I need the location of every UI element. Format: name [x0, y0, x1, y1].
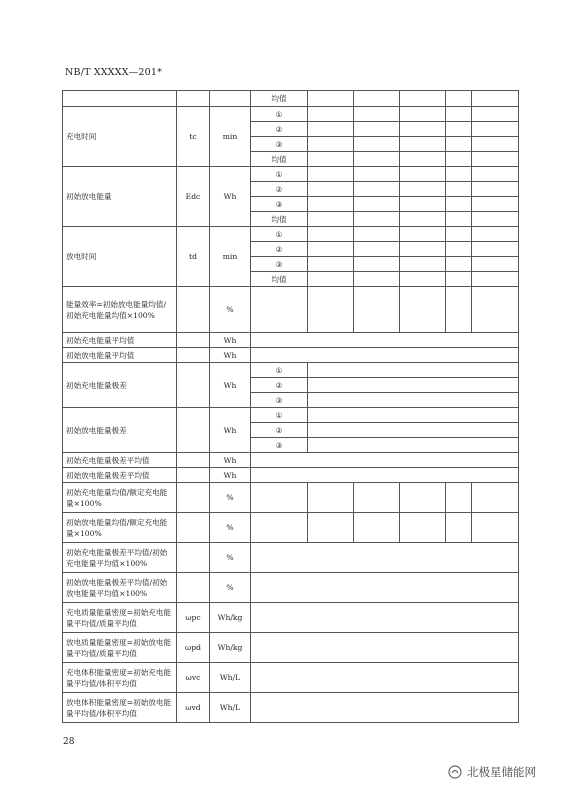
row-unit: % [210, 513, 251, 543]
sample-3: ③ [251, 257, 308, 272]
row-name: 充电质量能量密度=初始充电能量平均值/质量平均值 [63, 603, 177, 633]
row-name: 初始充电能量极差 [63, 363, 177, 408]
table-row [63, 633, 519, 663]
table-cell [308, 91, 354, 107]
table-cell [446, 107, 472, 122]
row-name: 初始放电能量均值/额定充电能量×100% [63, 513, 177, 543]
table-cell [251, 633, 519, 663]
table-cell [177, 91, 210, 107]
table-cell [446, 212, 472, 227]
table-cell [446, 197, 472, 212]
table-cell [400, 182, 446, 197]
table-row [63, 573, 519, 603]
sample-2: ② [251, 122, 308, 137]
table-cell [308, 378, 519, 393]
table-cell [446, 227, 472, 242]
table-row [63, 333, 519, 348]
table-cell [472, 287, 519, 333]
sample-2: ② [251, 423, 308, 438]
table-row [63, 91, 519, 107]
row-unit: Wh/kg [210, 603, 251, 633]
table-cell [400, 167, 446, 182]
table-cell [251, 603, 519, 633]
row-name: 放电时间 [63, 227, 177, 287]
row-unit: Wh [210, 468, 251, 483]
sample-3: ③ [251, 197, 308, 212]
table-cell [354, 152, 400, 167]
table-cell [446, 122, 472, 137]
row-name: 初始充电能量均值/额定充电能量×100% [63, 483, 177, 513]
sample-3: ③ [251, 438, 308, 453]
table-row [63, 513, 519, 543]
row-name: 能量效率=初始放电能量均值/初始充电能量均值×100% [63, 287, 177, 333]
table-cell [308, 182, 354, 197]
row-symbol: td [177, 227, 210, 287]
table-cell [472, 212, 519, 227]
table-row [63, 363, 519, 378]
table-row [63, 483, 519, 513]
table-cell [354, 212, 400, 227]
table-cell [177, 468, 210, 483]
table-cell [251, 693, 519, 723]
table-cell [400, 122, 446, 137]
table-cell [177, 333, 210, 348]
table-cell [472, 197, 519, 212]
row-unit: % [210, 287, 251, 333]
table-cell [472, 242, 519, 257]
row-symbol: ωvc [177, 663, 210, 693]
table-cell [251, 543, 519, 573]
row-unit: Wh/L [210, 693, 251, 723]
table-cell [354, 182, 400, 197]
table-cell [446, 152, 472, 167]
sample-2: ② [251, 378, 308, 393]
table-cell [354, 91, 400, 107]
row-name: 充电时间 [63, 107, 177, 167]
table-cell [177, 453, 210, 468]
table-cell [308, 272, 354, 287]
table-cell [308, 483, 354, 513]
row-unit: % [210, 483, 251, 513]
table-cell [472, 513, 519, 543]
table-row [63, 408, 519, 423]
table-cell [251, 663, 519, 693]
table-cell [308, 197, 354, 212]
row-unit: min [210, 107, 251, 167]
table-cell [472, 483, 519, 513]
sample-2: ② [251, 182, 308, 197]
row-symbol: ωvd [177, 693, 210, 723]
table-cell [251, 573, 519, 603]
table-cell [472, 182, 519, 197]
table-cell [308, 408, 519, 423]
table-cell [177, 483, 210, 513]
table-cell [472, 257, 519, 272]
table-cell [472, 272, 519, 287]
table-cell [177, 408, 210, 453]
row-symbol: ωpc [177, 603, 210, 633]
table-cell [446, 91, 472, 107]
table-row [63, 287, 519, 333]
table-cell [177, 348, 210, 363]
table-cell [354, 137, 400, 152]
table-cell [251, 513, 308, 543]
sample-3: ③ [251, 137, 308, 152]
table-cell [308, 227, 354, 242]
table-cell [446, 513, 472, 543]
table-cell [400, 272, 446, 287]
row-name: 初始充电能量极差平均值/初始充电能量平均值×100% [63, 543, 177, 573]
table-cell [354, 242, 400, 257]
wechat-logo-icon [448, 765, 462, 779]
table-cell [400, 257, 446, 272]
watermark-text: 北极星储能网 [467, 765, 536, 779]
row-name: 初始放电能量 [63, 167, 177, 227]
sample-1: ① [251, 227, 308, 242]
row-name: 放电体积能量密度=初始放电能量平均值/体积平均值 [63, 693, 177, 723]
row-unit: Wh/L [210, 663, 251, 693]
table-row [63, 227, 519, 242]
sample-1: ① [251, 107, 308, 122]
table-cell [308, 287, 354, 333]
table-row [63, 693, 519, 723]
table-cell [446, 167, 472, 182]
table-cell [177, 513, 210, 543]
table-cell [354, 272, 400, 287]
table-cell [472, 91, 519, 107]
table-row [63, 543, 519, 573]
table-cell [354, 287, 400, 333]
table-cell [63, 91, 177, 107]
row-name: 初始放电能量极差平均值 [63, 468, 177, 483]
table-row [63, 663, 519, 693]
row-symbol: ωpd [177, 633, 210, 663]
sample-3: ③ [251, 393, 308, 408]
table-cell [446, 137, 472, 152]
table-cell [308, 363, 519, 378]
page-header: NB/T XXXXX—201* [65, 67, 163, 78]
table-cell [354, 167, 400, 182]
table-cell [354, 227, 400, 242]
row-unit: Wh/kg [210, 633, 251, 663]
table-cell [308, 107, 354, 122]
row-unit: Wh [210, 348, 251, 363]
avg-label: 均值 [251, 91, 308, 107]
row-name: 初始充电能量平均值 [63, 333, 177, 348]
table-cell [400, 483, 446, 513]
table-cell [446, 483, 472, 513]
table-cell [400, 107, 446, 122]
table-cell [446, 287, 472, 333]
table-cell [251, 483, 308, 513]
row-symbol: Edc [177, 167, 210, 227]
table-row [63, 468, 519, 483]
table-cell [308, 423, 519, 438]
table-cell [400, 197, 446, 212]
table-cell [472, 137, 519, 152]
table-cell [251, 468, 519, 483]
table-row [63, 167, 519, 182]
table-cell [308, 122, 354, 137]
table-cell [308, 137, 354, 152]
table-cell [472, 152, 519, 167]
table-row [63, 603, 519, 633]
row-name: 初始放电能量平均值 [63, 348, 177, 363]
row-unit: Wh [210, 453, 251, 468]
table-cell [308, 212, 354, 227]
table-cell [354, 197, 400, 212]
table-cell [251, 453, 519, 468]
table-cell [400, 227, 446, 242]
row-unit: Wh [210, 363, 251, 408]
table-cell [446, 272, 472, 287]
table-cell [400, 513, 446, 543]
avg-label: 均值 [251, 212, 308, 227]
sample-2: ② [251, 242, 308, 257]
table-cell [354, 107, 400, 122]
row-name: 初始放电能量极差 [63, 408, 177, 453]
table-cell [308, 152, 354, 167]
table-cell [354, 257, 400, 272]
table-cell [251, 287, 308, 333]
row-symbol: tc [177, 107, 210, 167]
table-row [63, 107, 519, 122]
table-cell [177, 543, 210, 573]
table-cell [472, 122, 519, 137]
avg-label: 均值 [251, 272, 308, 287]
table-cell [354, 483, 400, 513]
table-row [63, 453, 519, 468]
sample-1: ① [251, 363, 308, 378]
table-cell [400, 152, 446, 167]
table-cell [251, 333, 519, 348]
table-cell [308, 438, 519, 453]
test-results-table [62, 90, 519, 723]
table-cell [210, 91, 251, 107]
table-cell [400, 242, 446, 257]
table-cell [400, 212, 446, 227]
row-unit: % [210, 573, 251, 603]
table-cell [177, 363, 210, 408]
row-unit: Wh [210, 167, 251, 227]
table-cell [400, 137, 446, 152]
row-name: 放电质量能量密度=初始放电能量平均值/质量平均值 [63, 633, 177, 663]
table-cell [446, 257, 472, 272]
table-cell [446, 182, 472, 197]
table-cell [308, 513, 354, 543]
row-name: 初始充电能量极差平均值 [63, 453, 177, 468]
table-cell [354, 513, 400, 543]
row-unit: Wh [210, 333, 251, 348]
table-cell [472, 167, 519, 182]
row-unit: Wh [210, 408, 251, 453]
table-cell [308, 242, 354, 257]
table-cell [308, 257, 354, 272]
table-cell [400, 91, 446, 107]
row-name: 充电体积能量密度=初始充电能量平均值/体积平均值 [63, 663, 177, 693]
sample-1: ① [251, 167, 308, 182]
table-cell [472, 227, 519, 242]
table-cell [446, 242, 472, 257]
avg-label: 均值 [251, 152, 308, 167]
table-cell [472, 107, 519, 122]
table-cell [354, 122, 400, 137]
table-cell [400, 287, 446, 333]
table-cell [177, 573, 210, 603]
row-unit: % [210, 543, 251, 573]
table-cell [308, 167, 354, 182]
row-unit: min [210, 227, 251, 287]
watermark [448, 764, 536, 780]
row-name: 初始放电能量极差平均值/初始放电能量平均值×100% [63, 573, 177, 603]
page-number: 28 [63, 737, 75, 747]
table-cell [177, 287, 210, 333]
table-cell [251, 348, 519, 363]
table-row [63, 348, 519, 363]
sample-1: ① [251, 408, 308, 423]
table-cell [308, 393, 519, 408]
